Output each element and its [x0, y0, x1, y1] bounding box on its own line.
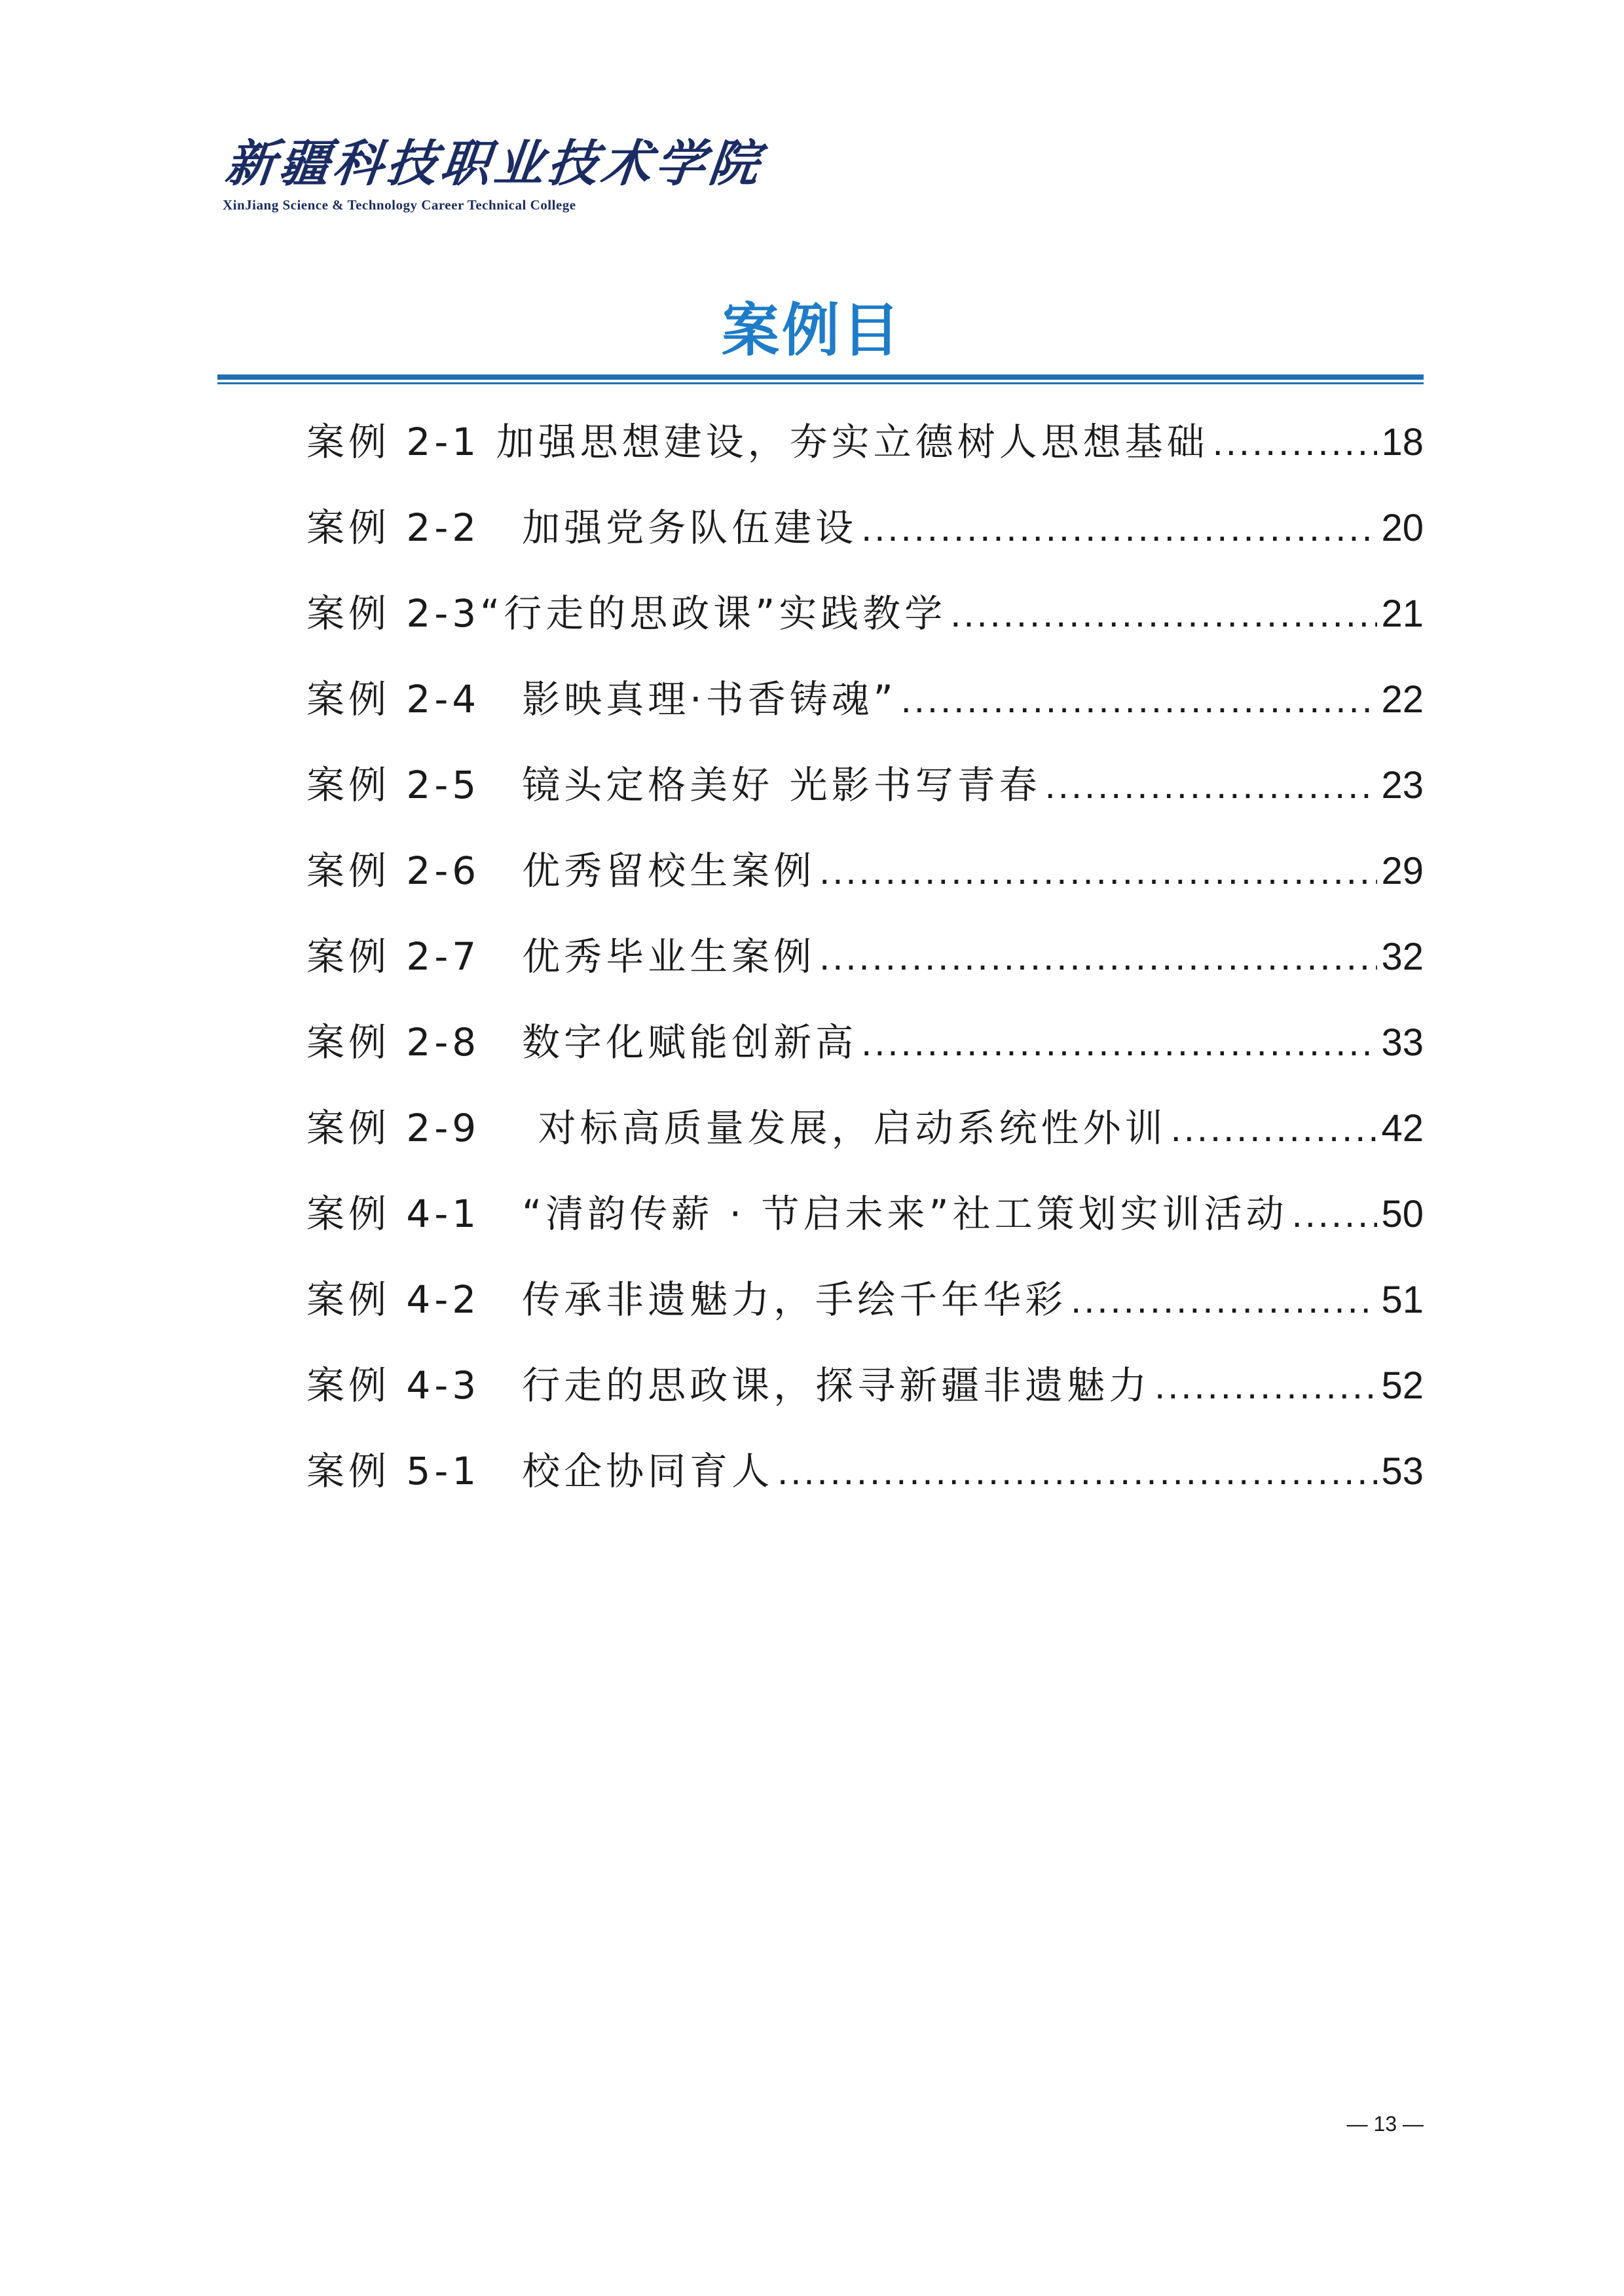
toc-entry[interactable] — [306, 914, 1424, 1000]
toc-entry[interactable] — [306, 657, 1424, 742]
toc-dot-leader — [1171, 1085, 1378, 1171]
toc-entry[interactable] — [306, 1429, 1424, 1514]
toc-entry-label: 案例 2-9 对标高质量发展，启动系统性外训 — [306, 1106, 1167, 1150]
toc-entry-label: 案例 2-8 数字化赋能创新高 — [306, 1020, 858, 1065]
college-logo — [223, 134, 766, 219]
title-rule-thin — [217, 382, 1424, 384]
page-number: — 13 — — [1346, 2112, 1424, 2136]
toc-entry-label: 案例 4-2 传承非遗魅力，手绘千年华彩 — [306, 1277, 1067, 1322]
toc-dot-leader — [901, 657, 1378, 742]
toc-entry-label: 案例 2-4 影映真理·书香铸魂” — [306, 677, 897, 721]
toc-entry-page: 22 — [1381, 678, 1424, 721]
table-of-contents — [306, 399, 1424, 1514]
toc-entry-label: 案例 5-1 校企协同育人 — [306, 1449, 774, 1493]
toc-entry[interactable] — [306, 828, 1424, 914]
toc-entry[interactable] — [306, 399, 1424, 485]
toc-entry-label: 案例 2-1 加强思想建设，夯实立德树人思想基础 — [306, 420, 1209, 464]
toc-entry-label: 案例 2-5 镜头定格美好 光影书写青春 — [306, 763, 1041, 807]
toc-dot-leader — [777, 1429, 1377, 1514]
toc-dot-leader — [861, 1000, 1377, 1085]
toc-entry-page: 50 — [1381, 1193, 1424, 1235]
toc-entry[interactable] — [306, 1343, 1424, 1429]
toc-entry[interactable] — [306, 1085, 1424, 1171]
toc-entry-page: 52 — [1381, 1364, 1424, 1407]
toc-entry-label: 案例 4-3 行走的思政课，探寻新疆非遗魅力 — [306, 1363, 1151, 1408]
toc-entry-label: 案例 2-7 优秀毕业生案例 — [306, 934, 816, 979]
toc-entry[interactable] — [306, 1171, 1424, 1257]
toc-entry-page: 42 — [1381, 1107, 1424, 1150]
toc-entry[interactable] — [306, 1257, 1424, 1343]
toc-entry-page: 51 — [1381, 1279, 1424, 1321]
toc-entry-page: 20 — [1381, 507, 1424, 549]
toc-entry-page: 23 — [1381, 764, 1424, 807]
toc-entry[interactable] — [306, 571, 1424, 657]
toc-entry-label: 案例 4-1 “清韵传薪 · 节启未来”社工策划实训活动 — [306, 1192, 1288, 1236]
toc-entry-page: 21 — [1381, 592, 1424, 635]
toc-entry[interactable] — [306, 1000, 1424, 1085]
toc-dot-leader — [1154, 1343, 1377, 1429]
toc-dot-leader — [1071, 1257, 1377, 1343]
toc-entry-page: 29 — [1381, 850, 1424, 892]
toc-entry[interactable] — [306, 485, 1424, 571]
logo-chinese-name: 新疆科技职业技术学院 — [223, 134, 766, 192]
toc-entry-page: 53 — [1381, 1450, 1424, 1493]
toc-entry-page: 18 — [1381, 421, 1424, 464]
toc-dot-leader — [950, 571, 1377, 657]
toc-dot-leader — [1213, 399, 1378, 485]
toc-dot-leader — [861, 485, 1377, 571]
toc-entry-label: 案例 2-6 优秀留校生案例 — [306, 848, 816, 893]
toc-dot-leader — [819, 828, 1377, 914]
toc-dot-leader — [1292, 1171, 1378, 1257]
toc-dot-leader — [1045, 742, 1378, 828]
title-rule-thick — [217, 374, 1424, 380]
toc-entry-label: 案例 2-2 加强党务队伍建设 — [306, 505, 858, 550]
toc-entry[interactable] — [306, 742, 1424, 828]
logo-english-name: XinJiang Science & Technology Career Technical College — [223, 197, 576, 213]
toc-entry-page: 33 — [1381, 1021, 1424, 1064]
toc-entry-page: 32 — [1381, 936, 1424, 978]
toc-dot-leader — [819, 914, 1377, 1000]
toc-title: 案例目 — [721, 297, 902, 364]
toc-entry-label: 案例 2-3“行走的思政课”实践教学 — [306, 591, 947, 636]
